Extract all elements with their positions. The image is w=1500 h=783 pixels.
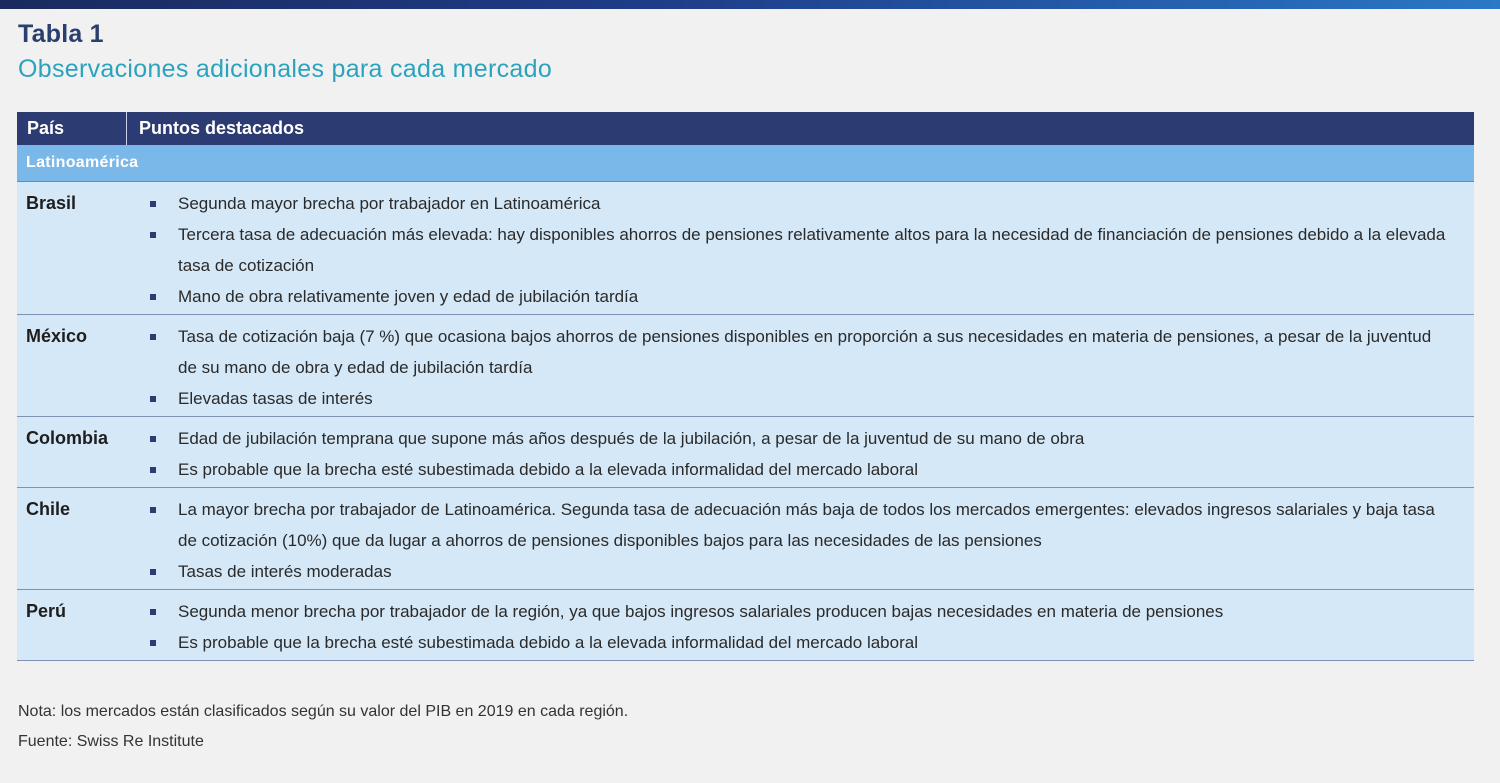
table-row-peru	[17, 590, 1474, 661]
country-cell: Chile	[26, 499, 71, 519]
points-cell	[135, 321, 1474, 414]
top-accent-bar	[0, 0, 1500, 9]
bullet-icon	[135, 383, 178, 414]
points-cell	[135, 494, 1474, 587]
list-item: Segunda menor brecha por trabajador de la región, ya que bajos ingresos salariales producen bajas necesidades en materia de pensiones	[135, 596, 1454, 627]
table-header	[17, 112, 1474, 145]
country-cell: Colombia	[26, 428, 109, 448]
points-cell	[135, 423, 1474, 485]
list-item: Elevadas tasas de interés	[135, 383, 1454, 414]
list-item: Segunda mayor brecha por trabajador en Latinoamérica	[135, 188, 1454, 219]
bullet-icon	[135, 281, 178, 312]
bullet-icon	[135, 556, 178, 587]
observations-table	[17, 112, 1474, 661]
source-text: Fuente: Swiss Re Institute	[18, 733, 204, 750]
list-item: Es probable que la brecha esté subestimada debido a la elevada informalidad del mercado laboral	[135, 627, 1454, 658]
table-row-chile	[17, 488, 1474, 590]
bullet-icon	[135, 423, 178, 454]
list-item: Tercera tasa de adecuación más elevada: hay disponibles ahorros de pensiones relativamente altos para la necesidad de financiación de pensiones debido a la elevada tasa de cotización	[135, 219, 1454, 281]
list-item: La mayor brecha por trabajador de Latinoamérica. Segunda tasa de adecuación más baja de todos los mercados emergentes: elevados ingresos salariales y baja tasa de cotización (10%) que da lugar a ahorros de pensiones disponibles bajos para las necesidades de las pensiones	[135, 494, 1454, 556]
note-text: Nota: los mercados están clasificados según su valor del PIB en 2019 en cada región.	[18, 703, 629, 720]
country-cell: Perú	[26, 601, 67, 621]
table-title: Tabla 1	[18, 20, 104, 48]
list-item: Tasa de cotización baja (7 %) que ocasiona bajos ahorros de pensiones disponibles en proporción a sus necesidades en materia de pensiones, a pesar de la juventud de su mano de obra y edad de jubilación tardía	[135, 321, 1454, 383]
list-item: Edad de jubilación temprana que supone más años después de la jubilación, a pesar de la juventud de su mano de obra	[135, 423, 1454, 454]
list-item: Es probable que la brecha esté subestimada debido a la elevada informalidad del mercado laboral	[135, 454, 1454, 485]
bullet-icon	[135, 321, 178, 383]
table-subtitle: Observaciones adicionales para cada mercado	[18, 55, 553, 83]
bullet-icon	[135, 494, 178, 556]
country-cell: México	[26, 326, 88, 346]
bullet-icon	[135, 188, 178, 219]
table-row-brasil	[17, 182, 1474, 315]
points-cell	[135, 596, 1474, 658]
bullet-icon	[135, 627, 178, 658]
table-row-colombia	[17, 417, 1474, 488]
list-item: Mano de obra relativamente joven y edad de jubilación tardía	[135, 281, 1454, 312]
column-header-points: Puntos destacados	[139, 118, 305, 138]
table-row-mexico	[17, 315, 1474, 417]
region-row-latinoamerica: Latinoamérica	[17, 145, 1474, 182]
country-cell: Brasil	[26, 193, 77, 213]
bullet-icon	[135, 454, 178, 485]
points-cell	[135, 188, 1474, 312]
bullet-icon	[135, 219, 178, 281]
column-header-country: País	[17, 112, 127, 145]
bullet-icon	[135, 596, 178, 627]
table-footnotes	[18, 697, 628, 757]
list-item: Tasas de interés moderadas	[135, 556, 1454, 587]
